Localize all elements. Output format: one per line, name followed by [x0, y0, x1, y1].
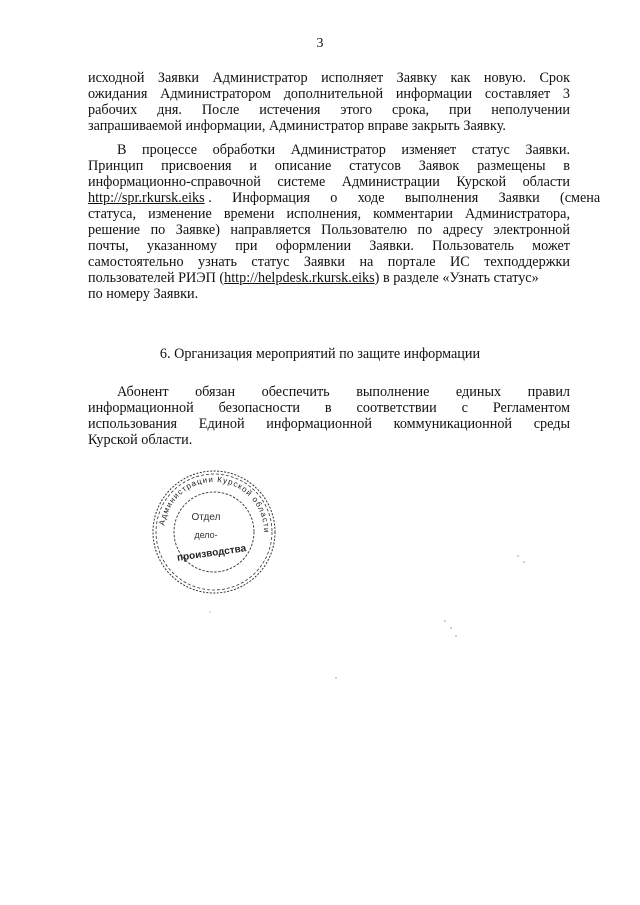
link-spr[interactable]: http://spr.rkursk.eiks — [88, 190, 205, 206]
text-line: Курской области. — [88, 432, 193, 448]
stamp-center-line: Отдел — [191, 512, 221, 523]
stamp-center-line: дело- — [194, 530, 218, 540]
link-helpdesk[interactable]: http://helpdesk.rkursk.eiks — [224, 270, 375, 286]
text-fragment: . Информация о ходе выполнения Заявки (смена — [208, 190, 601, 206]
text-line: статуса, изменение времени исполнения, комментарии Администратора, — [88, 206, 570, 222]
text-line: по номеру Заявки. — [88, 286, 199, 302]
text-line: почты, указанному при оформлении Заявки. Пользователь может — [88, 238, 570, 254]
text-line: В процессе обработки Администратор изменяет статус Заявки. — [117, 142, 570, 158]
text-line: Абонент обязан обеспечить выполнение единых правил — [117, 384, 570, 400]
text-line: использования Единой информационной коммуникационной среды — [88, 416, 570, 432]
text-line: информационно-справочной системе Администрации Курской области — [88, 174, 570, 190]
page-number: 3 — [316, 36, 324, 51]
text-line: Принцип присвоения и описание статусов Заявок размещены в — [88, 158, 570, 174]
text-fragment: ) в разделе «Узнать статус» — [374, 270, 539, 286]
section-heading: 6. Организация мероприятий по защите информации — [159, 346, 481, 362]
text-fragment: пользователей РИЭП ( — [88, 270, 225, 286]
text-line: рабочих дня. После истечения этого срока, при неполучении — [88, 102, 570, 118]
text-line: запрашиваемой информации, Администратор вправе закрыть Заявку. — [88, 118, 506, 134]
text-line: ожидания Администратором дополнительной информации составляет 3 — [88, 86, 570, 102]
stamp-center-line: производства — [176, 543, 247, 564]
stamp-outer-text: Администрации Курской области — [157, 474, 272, 534]
text-line: информационной безопасности в соответствии с Регламентом — [88, 400, 570, 416]
text-line: исходной Заявки Администратор исполняет Заявку как новую. Срок — [88, 70, 570, 86]
text-line: решение по Заявке) направляется Пользователю по адресу электронной — [88, 222, 570, 238]
text-line: самостоятельно узнать статус Заявки на портале ИС техподдержки — [88, 254, 570, 270]
